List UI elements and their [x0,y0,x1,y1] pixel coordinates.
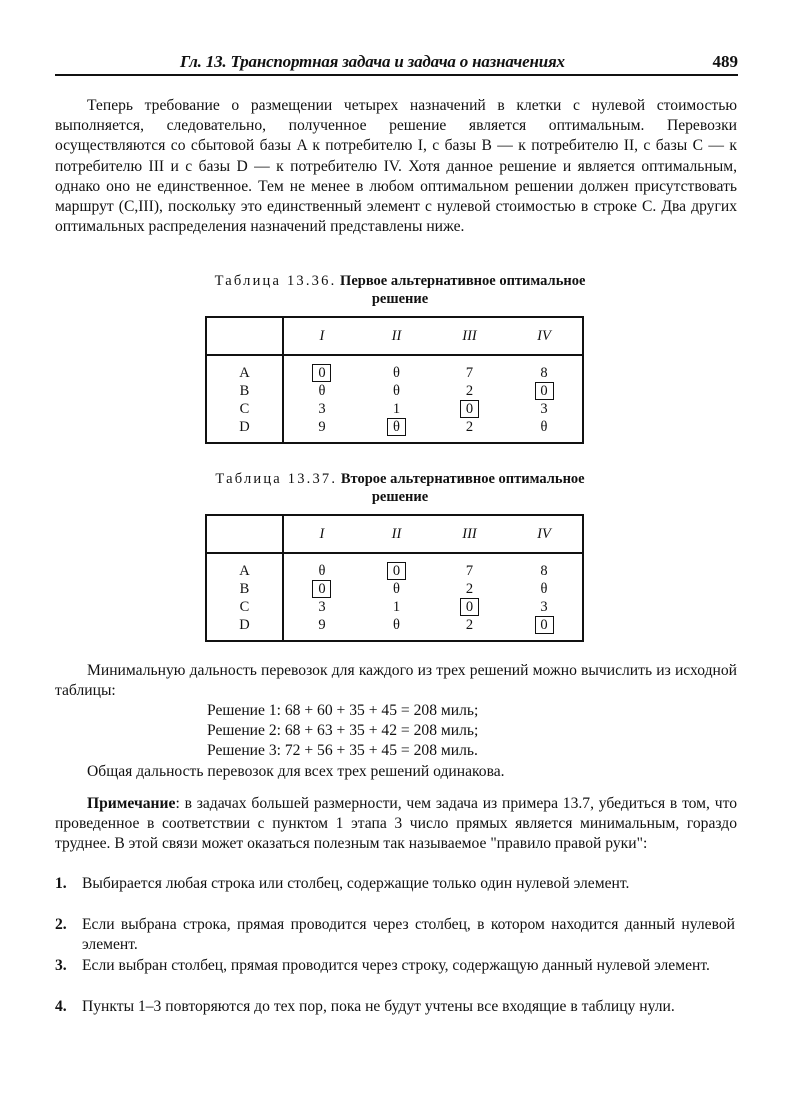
column-header: I [283,515,360,553]
column-header: III [433,317,506,355]
table-cell: 8 [540,563,548,579]
table-13-36-title: Первое альтернативное оптимальное решение [340,273,586,307]
list-item-text: Если выбран столбец, прямая проводится через строку, содержащую данный нулевой элемент. [82,957,710,974]
table-cell [506,382,583,400]
row-label: D [206,418,283,443]
table-cell: 3 [318,599,326,615]
table-cell: 3 [540,599,548,615]
table-cell: 3 [540,401,548,417]
table-cell: 9 [318,419,326,435]
corner-cell [206,317,283,355]
list-item [55,956,735,976]
table-row [206,382,583,400]
table-cell: θ [540,419,548,435]
min-distance-paragraph: Минимальную дальность перевозок для каждого из трех решений можно вычислить из исходной таблицы: [55,662,737,700]
list-item [55,915,735,956]
remark-label: Примечание [87,795,176,812]
list-item-number: 3. [55,957,67,974]
assigned-zero-box: 0 [312,364,331,382]
table-cell: θ [392,617,400,633]
table-cell: 9 [318,617,326,633]
table-cell: 8 [540,365,548,381]
table-13-36 [205,316,584,444]
list-item-number: 2. [55,916,67,933]
list-item-text: Пункты 1–3 повторяются до тех пор, пока не будут учтены все входящие в таблицу нули. [82,998,675,1015]
list-item-number: 4. [55,998,67,1015]
table-row [206,580,583,598]
table-cell: 2 [465,617,474,633]
list-item-text: Если выбрана строка, прямая проводится через столбец, в котором находится данный нулевой элемент. [82,916,735,954]
column-header: IV [506,515,583,553]
table-cell [506,616,583,641]
table-cell: 2 [465,581,474,597]
row-label: C [206,598,283,616]
table-cell: 7 [465,563,474,579]
column-header: II [360,515,433,553]
row-label: D [206,616,283,641]
table-row [206,553,583,580]
page-number: 489 [712,52,738,71]
list-item [55,874,735,894]
remark-paragraph [55,794,737,855]
table-cell [360,553,433,580]
column-header: I [283,317,360,355]
column-header: IV [506,317,583,355]
table-cell [283,580,360,598]
table-cell: 2 [465,383,474,399]
list-item-number: 1. [55,875,67,892]
table-cell: θ [392,581,400,597]
table-cell: 3 [318,401,326,417]
list-item [55,997,735,1017]
table-cell [433,598,506,616]
table-cell [360,418,433,443]
table-cell: θ [392,365,400,381]
remark-text: : в задачах большей размерности, чем задача из примера 13.7, убедиться в том, что проведенное в соответствии с пунктом 1 этапа 3 число прямых является минимальным, гораздо труднее. В этой связи может оказаться полезным так называемое "правило правой руки": [55,795,737,853]
assigned-zero-box: θ [387,418,406,436]
table-cell [283,355,360,382]
column-header: II [360,317,433,355]
table-row [206,355,583,382]
solution-3: Решение 3: 72 + 56 + 35 + 45 = 208 миль. [207,742,478,759]
solution-2: Решение 2: 68 + 63 + 35 + 42 = 208 миль; [207,722,479,739]
table-13-37-label: Таблица 13.37. [215,471,338,487]
table-13-37-title: Второе альтернативное оптимальное решение [340,471,585,505]
assigned-zero-box: 0 [535,382,554,400]
running-header [55,52,738,76]
table-13-37 [205,514,584,642]
table-13-36-caption [200,272,600,308]
table-cell: θ [318,383,326,399]
table-cell: θ [318,563,326,579]
assigned-zero-box: 0 [460,598,479,616]
table-cell [433,400,506,418]
table-row [206,418,583,443]
row-label: A [206,355,283,382]
table-13-37-header-row [206,515,583,553]
table-cell: 1 [392,599,401,615]
row-label: B [206,580,283,598]
assigned-zero-box: 0 [535,616,554,634]
row-label: C [206,400,283,418]
corner-cell [206,515,283,553]
table-cell: 7 [465,365,474,381]
table-row [206,598,583,616]
table-cell: θ [392,383,400,399]
running-title: Гл. 13. Транспортная задача и задача о назначениях [180,52,565,71]
table-13-37-caption [200,470,600,506]
assigned-zero-box: 0 [460,400,479,418]
table-13-36-header-row [206,317,583,355]
table-cell: θ [540,581,548,597]
assigned-zero-box: 0 [387,562,406,580]
row-label: A [206,553,283,580]
assigned-zero-box: 0 [312,580,331,598]
total-note: Общая дальность перевозок для всех трех решений одинакова. [87,763,505,780]
table-row [206,616,583,641]
row-label: B [206,382,283,400]
solution-1: Решение 1: 68 + 60 + 35 + 45 = 208 миль; [207,702,479,719]
list-item-text: Выбирается любая строка или столбец, содержащие только один нулевой элемент. [82,875,630,892]
table-13-36-label: Таблица 13.36. [214,273,337,289]
table-cell: 1 [392,401,401,417]
column-header: III [433,515,506,553]
table-cell: 2 [465,419,474,435]
intro-paragraph: Теперь требование о размещении четырех назначений в клетки с нулевой стоимостью выполняется, следовательно, полученное решение является оптимальным. Перевозки осуществляются со сбытовой базы A к потребителю I, с базы B — к потребителю II, с базы C — к потребителю III и с базы D — к потребителю IV. Хотя данное решение и является оптимальным, однако оно не единственное. Тем не менее в любом оптимальном решении должен присутствовать маршрут (C,III), поскольку это единственный элемент с нулевой стоимостью в строке C. Два других оптимальных распределения назначений представлены ниже. [55,97,737,236]
table-row [206,400,583,418]
